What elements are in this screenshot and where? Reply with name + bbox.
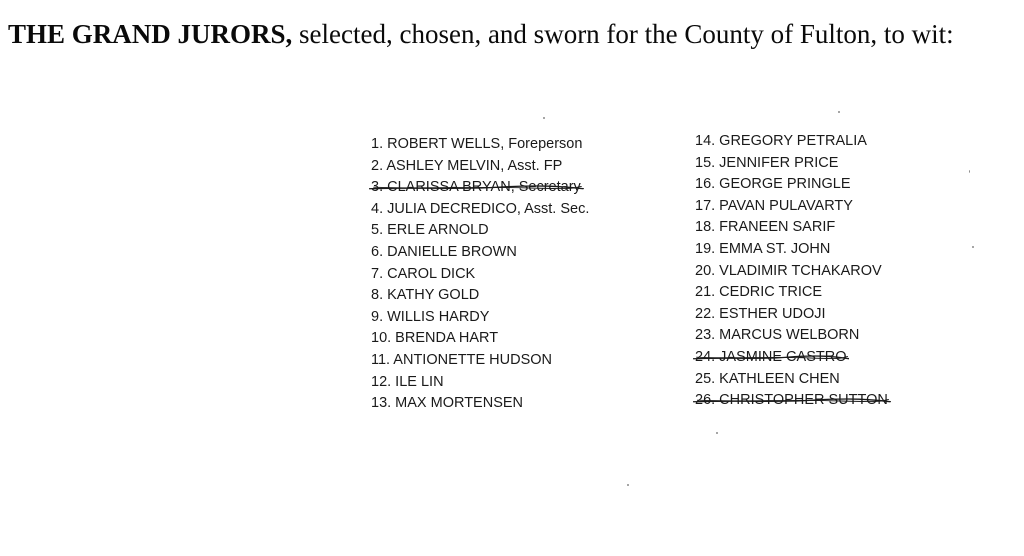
juror-entry [371, 350, 589, 372]
juror-name: 3. CLARISSA BRYAN, Secretary [371, 177, 581, 199]
juror-entry [371, 328, 589, 350]
strikethrough-mark [369, 184, 584, 192]
juror-entry [695, 239, 888, 261]
juror-name: 18. FRANEEN SARIF [695, 219, 836, 236]
juror-name: 7. CAROL DICK [371, 265, 476, 282]
juror-entry [695, 131, 888, 153]
heading-lead: THE GRAND JURORS, [8, 19, 293, 49]
juror-entry [371, 393, 589, 415]
juror-name: 8. KATHY GOLD [371, 287, 480, 304]
juror-name: 22. ESTHER UDOJI [695, 305, 826, 322]
strikethrough-mark [693, 397, 891, 405]
juror-name: 19. EMMA ST. JOHN [695, 240, 831, 257]
strikethrough-mark [693, 354, 849, 362]
juror-name: 24. JASMINE CASTRO [695, 347, 846, 369]
juror-entry [695, 304, 888, 326]
juror-entry [371, 372, 589, 394]
heading-rest: selected, chosen, and sworn for the County of Fulton, to wit: [292, 19, 954, 49]
document-heading [8, 16, 954, 52]
scan-speck [543, 117, 545, 119]
juror-name: 13. MAX MORTENSEN [371, 395, 524, 412]
juror-name: 9. WILLIS HARDY [371, 308, 490, 325]
juror-name: 15. JENNIFER PRICE [695, 154, 839, 171]
juror-name: 1. ROBERT WELLS, Foreperson [371, 136, 583, 152]
juror-name: 12. ILE LIN [371, 373, 444, 390]
juror-entry [371, 307, 589, 329]
juror-entry [371, 264, 589, 286]
juror-list-right [695, 131, 888, 412]
scan-speck [969, 170, 970, 173]
scan-speck [716, 432, 718, 434]
juror-entry [695, 261, 888, 283]
scan-speck [972, 246, 974, 248]
juror-name: 6. DANIELLE BROWN [371, 243, 517, 260]
juror-name: 17. PAVAN PULAVARTY [695, 197, 853, 214]
juror-entry [695, 282, 888, 304]
juror-name: 21. CEDRIC TRICE [695, 284, 823, 301]
juror-entry [371, 156, 589, 178]
juror-name: 4. JULIA DECREDICO, Asst. Sec. [371, 200, 590, 217]
juror-name: 16. GEORGE PRINGLE [695, 176, 851, 193]
juror-entry [695, 369, 888, 391]
juror-name: 2. ASHLEY MELVIN, Asst. FP [371, 157, 563, 174]
juror-entry-struck [695, 347, 888, 369]
juror-name: 14. GREGORY PETRALIA [695, 133, 867, 149]
juror-entry-struck [695, 390, 888, 412]
juror-name: 10. BRENDA HART [371, 330, 499, 347]
juror-entry [695, 174, 888, 196]
juror-entry [695, 325, 888, 347]
juror-name: 11. ANTIONETTE HUDSON [371, 351, 553, 368]
juror-entry [371, 242, 589, 264]
scan-speck [838, 111, 840, 113]
juror-entry [371, 285, 589, 307]
juror-entry [371, 220, 589, 242]
juror-entry [371, 199, 589, 221]
juror-entry [371, 134, 589, 156]
juror-name: 20. VLADIMIR TCHAKAROV [695, 262, 882, 279]
juror-entry-struck [371, 177, 589, 199]
juror-name: 25. KATHLEEN CHEN [695, 370, 840, 387]
juror-entry [695, 153, 888, 175]
juror-entry [695, 196, 888, 218]
juror-name: 26. CHRISTOPHER SUTTON [695, 390, 888, 412]
scan-speck [627, 484, 629, 486]
juror-name: 23. MARCUS WELBORN [695, 327, 860, 344]
juror-entry [695, 217, 888, 239]
juror-list-left [371, 134, 589, 415]
juror-name: 5. ERLE ARNOLD [371, 222, 489, 239]
